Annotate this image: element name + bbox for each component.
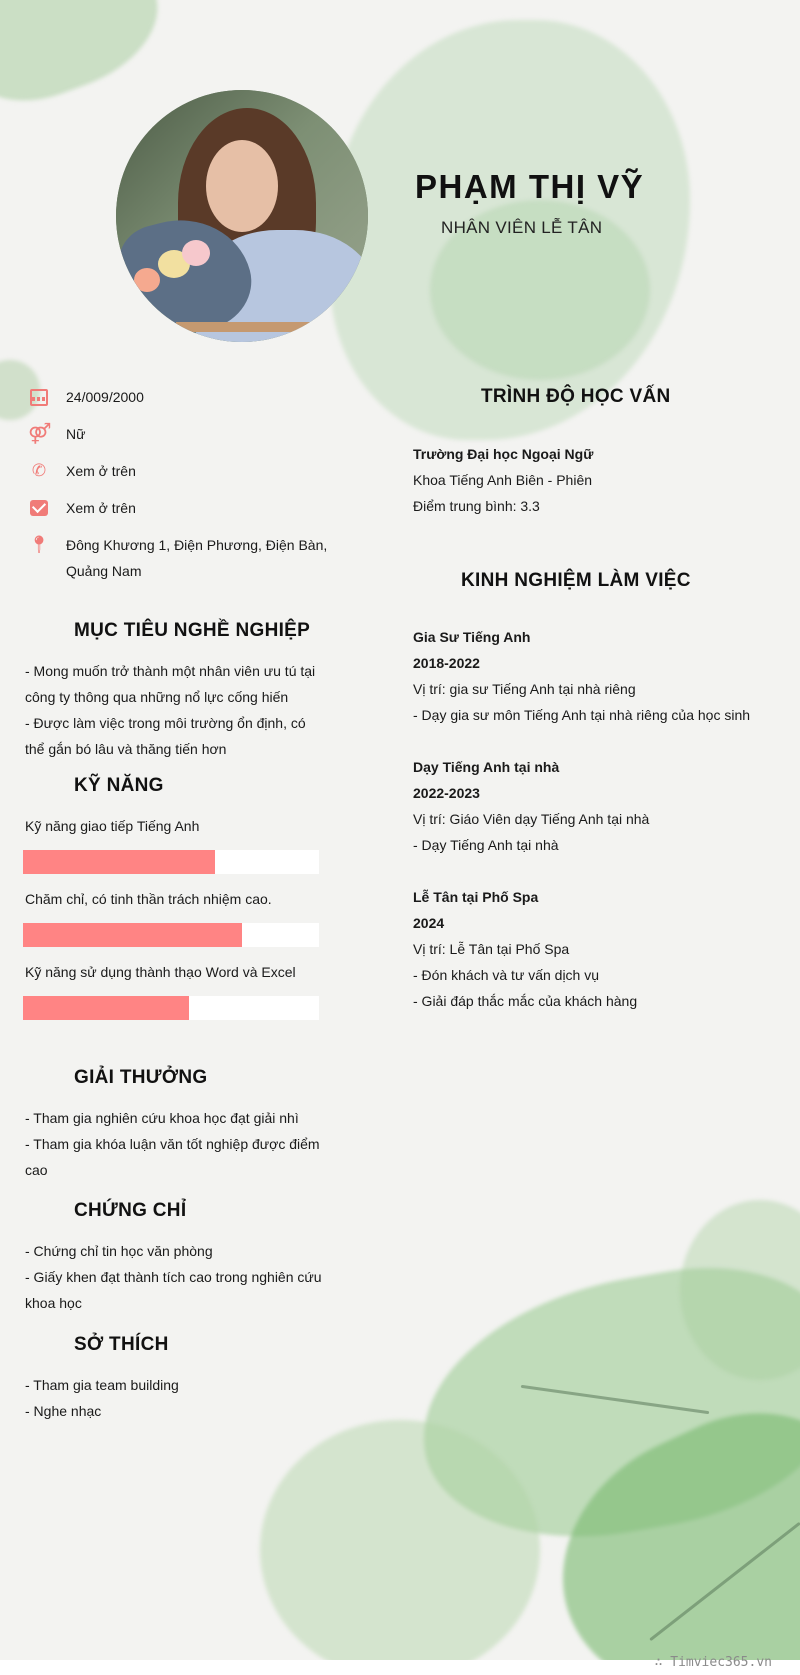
contact-gender: ⚤ Nữ (28, 423, 86, 445)
calendar-icon (28, 387, 50, 407)
candidate-name: PHẠM THỊ VỸ (415, 168, 645, 205)
career-goal-text: - Mong muốn trở thành một nhân viên ưu tú tại công ty thông qua những nổ lực cống hiến - Được làm việc trong môi trường ổn định, có thể gắn bó lâu và thăng tiến hơn (25, 663, 316, 757)
location-pin-icon: 📍︎ (28, 535, 50, 554)
education-block (413, 441, 773, 519)
gender-icon: ⚤ (28, 423, 52, 445)
skills-heading: KỸ NĂNG (74, 775, 164, 796)
skill-bar-fill (23, 996, 189, 1020)
skill-label: Kỹ năng giao tiếp Tiếng Anh (25, 818, 200, 834)
experience-heading: KINH NGHIỆM LÀM VIỆC (461, 570, 691, 591)
contact-address: 📍︎ Đông Khương 1, Điện Phương, Điện Bàn, Quảng Nam (28, 535, 328, 579)
experience-entry: Lễ Tân tại Phố Spa 2024 Vị trí: Lễ Tân tại Phố Spa - Đón khách và tư vấn dịch vụ - Giải đáp thắc mắc của khách hàng (413, 884, 783, 1014)
awards-text: - Tham gia nghiên cứu khoa học đạt giải nhì - Tham gia khóa luận văn tốt nghiệp được điểm cao (25, 1110, 320, 1178)
education-school: Trường Đại học Ngoại Ngữ (413, 446, 594, 462)
skill-bar-fill (23, 923, 242, 947)
experience-company: Dạy Tiếng Anh tại nhà (413, 759, 560, 775)
skill-bar (23, 923, 319, 947)
experience-period: 2018-2022 (413, 655, 480, 671)
contact-birthdate: 24/009/2000 (28, 384, 338, 410)
contact-phone: ✆ Xem ở trên (28, 458, 338, 484)
skill-bar-fill (23, 850, 215, 874)
skill-label: Chăm chỉ, có tinh thần trách nhiệm cao. (25, 891, 272, 907)
watermark-logo: ∴ Timviec365.vn (654, 1655, 772, 1670)
experience-entry: Dạy Tiếng Anh tại nhà 2022-2023 Vị trí: Giáo Viên dạy Tiếng Anh tại nhà - Dạy Tiếng Anh tại nhà (413, 754, 783, 858)
experience-company: Gia Sư Tiếng Anh (413, 629, 531, 645)
skill-bar (23, 996, 319, 1020)
career-goal-heading: MỤC TIÊU NGHỀ NGHIỆP (74, 620, 311, 641)
experience-company: Lễ Tân tại Phố Spa (413, 889, 539, 905)
education-major: Khoa Tiếng Anh Biên - Phiên (413, 472, 593, 488)
profile-photo (116, 90, 368, 342)
awards-heading: GIẢI THƯỞNG (74, 1067, 208, 1088)
email-icon (28, 498, 50, 518)
education-heading: TRÌNH ĐỘ HỌC VẤN (481, 386, 671, 407)
experience-period: 2024 (413, 915, 445, 931)
hobbies-heading: SỞ THÍCH (74, 1334, 169, 1355)
education-gpa: Điểm trung bình: 3.3 (413, 498, 540, 514)
certificates-heading: CHỨNG CHỈ (74, 1200, 187, 1221)
experience-entry: Gia Sư Tiếng Anh 2018-2022 Vị trí: gia sư Tiếng Anh tại nhà riêng - Dạy gia sư môn Tiếng Anh tại nhà riêng của học sinh (413, 624, 783, 728)
certificates-text: - Chứng chỉ tin học văn phòng - Giấy khen đạt thành tích cao trong nghiên cứu khoa học (25, 1243, 322, 1311)
job-title: NHÂN VIÊN LỄ TÂN (441, 218, 603, 237)
skill-label: Kỹ năng sử dụng thành thạo Word và Excel (25, 964, 296, 980)
skill-bar (23, 850, 319, 874)
hobbies-text: - Tham gia team building - Nghe nhạc (25, 1377, 179, 1419)
experience-period: 2022-2023 (413, 785, 480, 801)
phone-icon: ✆ (31, 461, 47, 480)
contact-email: Xem ở trên (28, 495, 338, 521)
